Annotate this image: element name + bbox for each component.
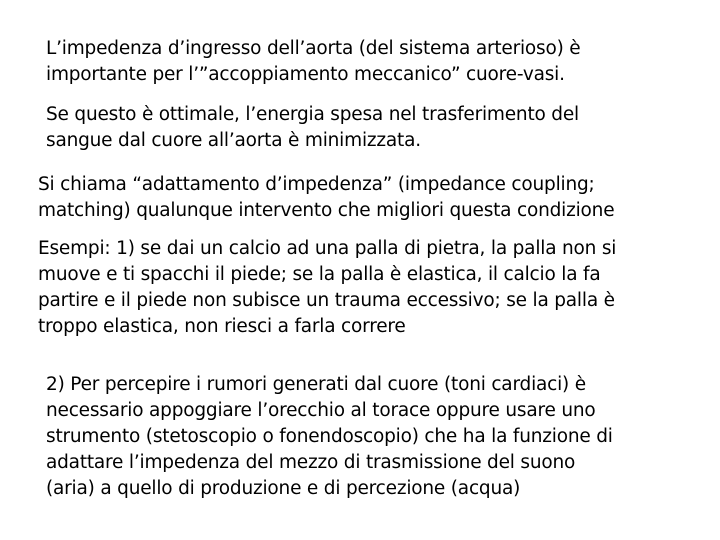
paragraph-optimal-energy: Se questo è ottimale, l’energia spesa nel trasferimento del sangue dal cuore all’aorta è minimizzata. <box>46 104 579 151</box>
paragraph-example-stethoscope: 2) Per percepire i rumori generati dal cuore (toni cardiaci) è necessario appoggiare l’orecchio al torace oppure usare uno strumento (stetoscopio o fonendoscopio) che ha la funzione di adattare l’impedenza del mezzo di trasmissione del suono (aria) a quello di produzione e di percezione (acqua) <box>46 374 613 499</box>
paragraph-impedance-matching-definition: Si chiama “adattamento d’impedenza” (impedance coupling; matching) qualunque intervento che migliori questa condizione <box>38 174 615 221</box>
paragraph-example-ball-kick: Esempi: 1) se dai un calcio ad una palla di pietra, la palla non si muove e ti spacchi il piede; se la palla è elastica, il calcio la fa partire e il piede non subisce un trauma eccessivo; se la palla è troppo elastica, non riesci a farla correre <box>38 238 617 337</box>
paragraph-aortic-impedance: L’impedenza d’ingresso dell’aorta (del sistema arterioso) è importante per l’”accoppiamento meccanico” cuore-vasi. <box>46 38 581 85</box>
